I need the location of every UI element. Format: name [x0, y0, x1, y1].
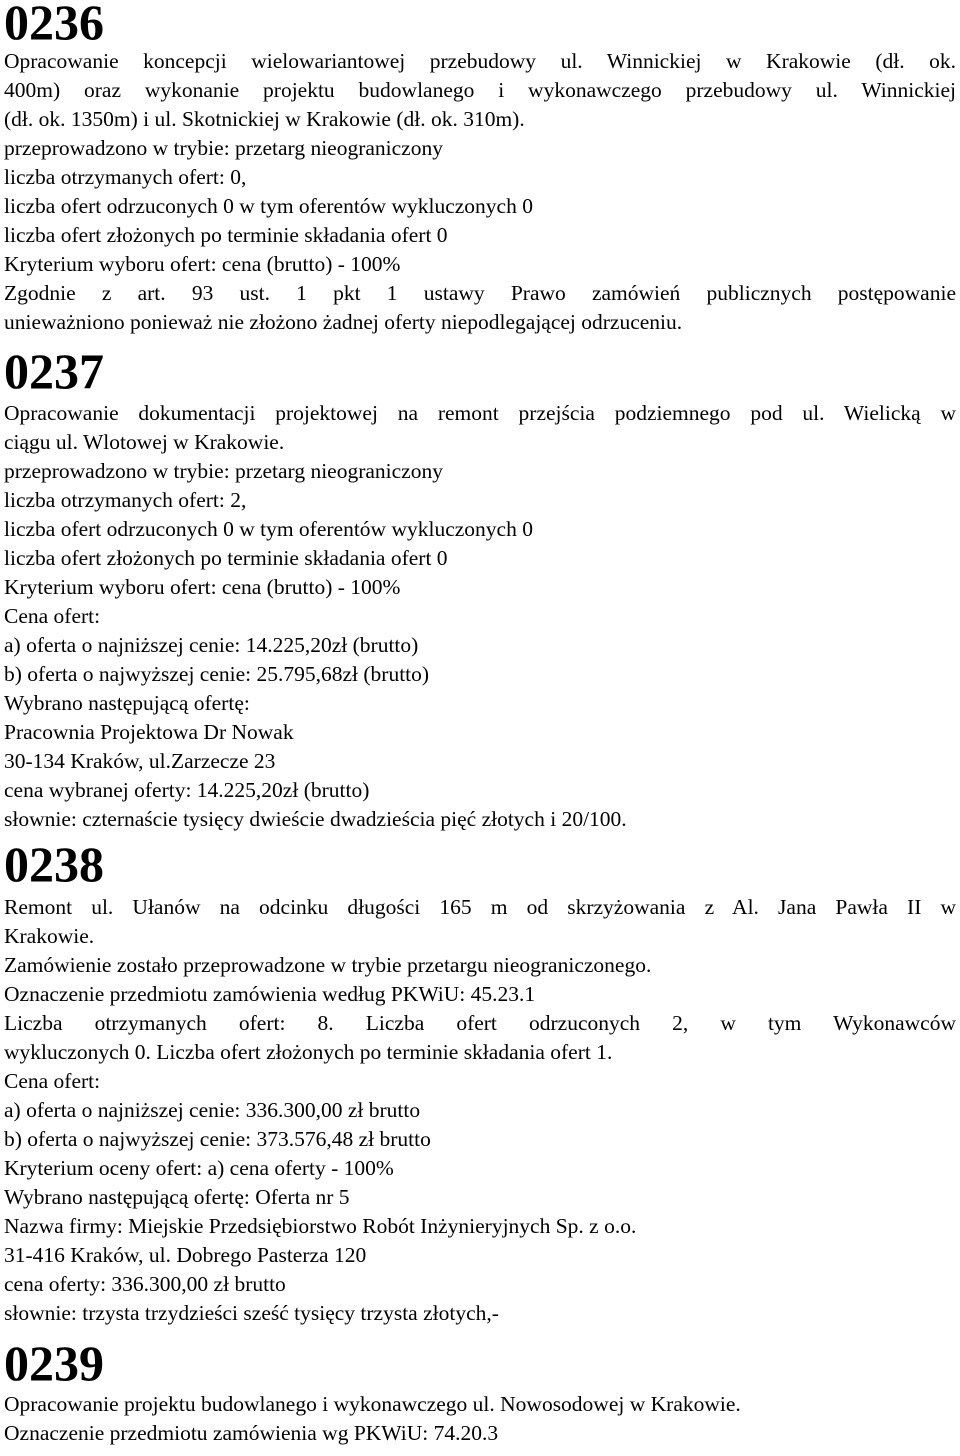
text-line: Wybrano następującą ofertę: Oferta nr 5: [4, 1185, 350, 1209]
text-line: b) oferta o najwyższej cenie: 373.576,48 zł brutto: [4, 1127, 431, 1151]
text-line: cena oferty: 336.300,00 zł brutto: [4, 1272, 286, 1296]
text-line: Zamówienie zostało przeprowadzone w trybie przetargu nieograniczonego.: [4, 953, 652, 977]
text-line: liczba otrzymanych ofert: 0,: [4, 165, 247, 189]
text-line: liczba ofert odrzuconych 0 w tym oferentów wykluczonych 0: [4, 194, 533, 218]
text-line: liczba ofert odrzuconych 0 w tym oferentów wykluczonych 0: [4, 517, 533, 541]
text-line: Nazwa firmy: Miejskie Przedsiębiorstwo Robót Inżynieryjnych Sp. z o.o.: [4, 1214, 637, 1238]
text-line: Cena ofert:: [4, 1069, 101, 1093]
text-line: a) oferta o najniższej cenie: 336.300,00 zł brutto: [4, 1098, 421, 1122]
text-line: Oznaczenie przedmiotu zamówienia według PKWiU: 45.23.1: [4, 982, 536, 1006]
text-line: 30-134 Kraków, ul.Zarzecze 23: [4, 749, 276, 773]
text-line: (dł. ok. 1350m) i ul. Skotnickiej w Krakowie (dł. ok. 310m).: [4, 107, 525, 131]
text-line: Oznaczenie przedmiotu zamówienia wg PKWiU: 74.20.3: [4, 1421, 499, 1445]
section-number: 0238: [4, 836, 104, 892]
text-line: Remont ul. Ułanów na odcinku długości 165 m od skrzyżowania z Al. Jana Pawła II w: [4, 895, 956, 919]
text-line: liczba otrzymanych ofert: 2,: [4, 488, 247, 512]
text-line: Kryterium wyboru ofert: cena (brutto) - 100%: [4, 575, 401, 599]
text-line: 400m) oraz wykonanie projektu budowlanego i wykonawczego przebudowy ul. Winnickiej: [4, 78, 956, 102]
section-number: 0236: [4, 0, 104, 50]
tender-section-0237: [4, 343, 956, 834]
text-line: Krakowie.: [4, 924, 95, 948]
text-line: unieważniono ponieważ nie złożono żadnej oferty niepodlegającej odrzuceniu.: [4, 310, 683, 334]
text-line: słownie: trzysta trzydzieści sześć tysięcy trzysta złotych,-: [4, 1301, 499, 1325]
text-line: a) oferta o najniższej cenie: 14.225,20zł (brutto): [4, 633, 419, 657]
section-number: 0237: [4, 343, 104, 399]
text-line: Liczba otrzymanych ofert: 8. Liczba ofert odrzuconych 2, w tym Wykonawców: [4, 1011, 956, 1035]
text-line: Opracowanie dokumentacji projektowej na remont przejścia podziemnego pod ul. Wielicką w: [4, 401, 956, 425]
text-line: Opracowanie koncepcji wielowariantowej przebudowy ul. Winnickiej w Krakowie (dł. ok.: [4, 49, 956, 73]
text-line: Cena ofert:: [4, 604, 101, 628]
text-line: Kryterium wyboru ofert: cena (brutto) - 100%: [4, 252, 401, 276]
text-line: b) oferta o najwyższej cenie: 25.795,68zł (brutto): [4, 662, 430, 686]
text-line: ciągu ul. Wlotowej w Krakowie.: [4, 430, 285, 454]
tender-section-0236: [4, 0, 956, 337]
text-line: przeprowadzono w trybie: przetarg nieograniczony: [4, 136, 443, 160]
text-line: Pracownia Projektowa Dr Nowak: [4, 720, 294, 744]
text-line: Zgodnie z art. 93 ust. 1 pkt 1 ustawy Prawo zamówień publicznych postępowanie: [4, 281, 956, 305]
text-line: przeprowadzono w trybie: przetarg nieograniczony: [4, 459, 443, 483]
tender-section-0239: [4, 1335, 956, 1448]
text-line: Wybrano następującą ofertę:: [4, 691, 250, 715]
text-line: cena wybranej oferty: 14.225,20zł (brutto): [4, 778, 370, 802]
text-line: wykluczonych 0. Liczba ofert złożonych po terminie składania ofert 1.: [4, 1040, 613, 1064]
tender-section-0238: [4, 836, 956, 1328]
text-line: Kryterium oceny ofert: a) cena oferty - 100%: [4, 1156, 394, 1180]
text-line: liczba ofert złożonych po terminie składania ofert 0: [4, 223, 448, 247]
text-line: Opracowanie projektu budowlanego i wykonawczego ul. Nowosodowej w Krakowie.: [4, 1392, 741, 1416]
text-line: słownie: czternaście tysięcy dwieście dwadzieścia pięć złotych i 20/100.: [4, 807, 627, 831]
text-line: 31-416 Kraków, ul. Dobrego Pasterza 120: [4, 1243, 367, 1267]
section-number: 0239: [4, 1335, 104, 1391]
text-line: liczba ofert złożonych po terminie składania ofert 0: [4, 546, 448, 570]
